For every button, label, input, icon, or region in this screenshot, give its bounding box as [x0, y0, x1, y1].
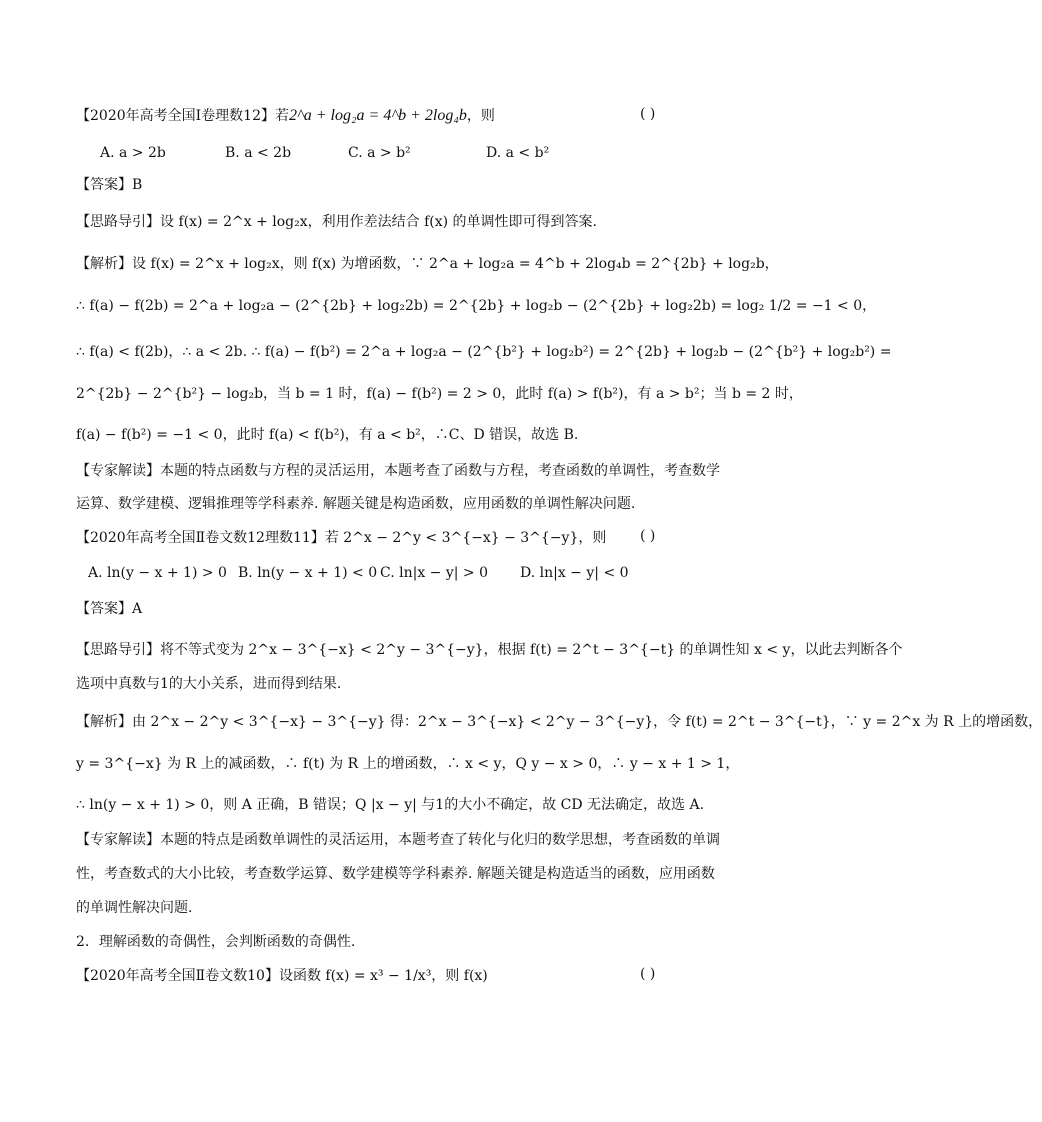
q1-analysis-line-4: 2^{2b} − 2^{b²} − log₂b，当 b = 1 时，f(a) − f(b²) = 2 > 0，此时 f(a) > f(b²)，有 a > b²；当 b = 2 时，: [76, 386, 803, 402]
q1-analysis-line-1: 【解析】设 f(x) = 2^x + log₂x，则 f(x) 为增函数，∵ 2^a + log₂a = 4^b + 2log₄b = 2^{2b} + log₂b，: [76, 256, 779, 272]
q1-guide: 【思路导引】设 f(x) = 2^x + log₂x，利用作差法结合 f(x) 的单调性即可得到答案.: [76, 214, 597, 230]
q1-expert-line-1: 【专家解读】本题的特点函数与方程的灵活运用，本题考查了函数与方程，考查函数的单调性，考查数学: [76, 463, 720, 479]
q2-option-b: B. ln(y − x + 1) < 0: [238, 565, 378, 581]
q2-answer: 【答案】A: [76, 601, 143, 617]
q1-analysis-line-3: ∴ f(a) < f(2b)，∴ a < 2b. ∴ f(a) − f(b²) = 2^a + log₂a − (2^{b²} + log₂b²) = 2^{2b} + log₂b − (2^{b²} + log₂b²) =: [76, 344, 892, 360]
q1-expression: 2^a + log₂a = 4^b + 2log₄b: [288, 107, 467, 124]
q2-expert-line-1: 【专家解读】本题的特点是函数单调性的灵活运用，本题考查了转化与化归的数学思想，考查函数的单调: [76, 832, 720, 848]
q1-answer: 【答案】B: [76, 177, 143, 193]
q1-expert-line-2: 运算、数学建模、逻辑推理等学科素养. 解题关键是构造函数，应用函数的单调性解决问题.: [76, 496, 636, 512]
q2-option-c: C. ln|x − y| > 0: [380, 565, 489, 581]
q2-expert-line-2: 性，考查数式的大小比较，考查数学运算、数学建模等学科素养. 解题关键是构造适当的函数，应用函数: [76, 866, 715, 882]
q2-guide-line-1: 【思路导引】将不等式变为 2^x − 3^{−x} < 2^y − 3^{−y}，根据 f(t) = 2^t − 3^{−t} 的单调性知 x < y，以此去判断各个: [76, 642, 903, 658]
q1-options: [100, 145, 660, 165]
q2-answer-bracket: ( ): [640, 528, 656, 544]
q2-header: 【2020年高考全国Ⅱ卷文数12理数11】若 2^x − 2^y < 3^{−x} − 3^{−y}，则: [76, 530, 607, 546]
q1-header-tail: ，则: [466, 108, 495, 124]
q1-header-text: 【2020年高考全国Ⅰ卷理数12】若: [76, 108, 289, 124]
q3-answer-bracket: ( ): [640, 966, 656, 982]
q1-option-a: A. a > 2b: [100, 145, 166, 161]
q2-guide-line-2: 选项中真数与1的大小关系，进而得到结果.: [76, 676, 342, 692]
q1-option-c: C. a > b²: [348, 145, 411, 161]
section-2-heading: 2．理解函数的奇偶性，会判断函数的奇偶性.: [76, 934, 356, 950]
q3-header: 【2020年高考全国Ⅱ卷文数10】设函数 f(x) = x³ − 1/x³，则 f(x): [76, 968, 488, 984]
q1-option-d: D. a < b²: [486, 145, 550, 161]
q1-header: [76, 106, 726, 126]
q2-analysis-line-1: 【解析】由 2^x − 2^y < 3^{−x} − 3^{−y} 得：2^x − 3^{−x} < 2^y − 3^{−y}，令 f(t) = 2^t − 3^{−t}，∵ y = 2^x 为 R 上的增函数，: [76, 714, 1042, 730]
q1-analysis-line-2: ∴ f(a) − f(2b) = 2^a + log₂a − (2^{2b} + log₂2b) = 2^{2b} + log₂b − (2^{2b} + log₂2b) = log₂ 1/2 = −1 < 0，: [76, 298, 877, 314]
q1-option-b: B. a < 2b: [225, 145, 292, 161]
q2-analysis-line-2: y = 3^{−x} 为 R 上的减函数，∴ f(t) 为 R 上的增函数，∴ x < y，Q y − x > 0，∴ y − x + 1 > 1，: [76, 756, 740, 772]
q2-expert-line-3: 的单调性解决问题.: [76, 900, 193, 916]
q2-option-a: A. ln(y − x + 1) > 0: [88, 565, 227, 581]
q2-options: [88, 565, 688, 585]
q2-option-d: D. ln|x − y| < 0: [520, 565, 629, 581]
q1-analysis-line-5: f(a) − f(b²) = −1 < 0，此时 f(a) < f(b²)，有 a < b²，∴C、D 错误，故选 B.: [76, 427, 579, 443]
q2-analysis-line-3: ∴ ln(y − x + 1) > 0，则 A 正确，B 错误；Q |x − y| 与1的大小不确定，故 CD 无法确定，故选 A.: [76, 797, 705, 813]
q1-answer-bracket: ( ): [640, 106, 656, 122]
